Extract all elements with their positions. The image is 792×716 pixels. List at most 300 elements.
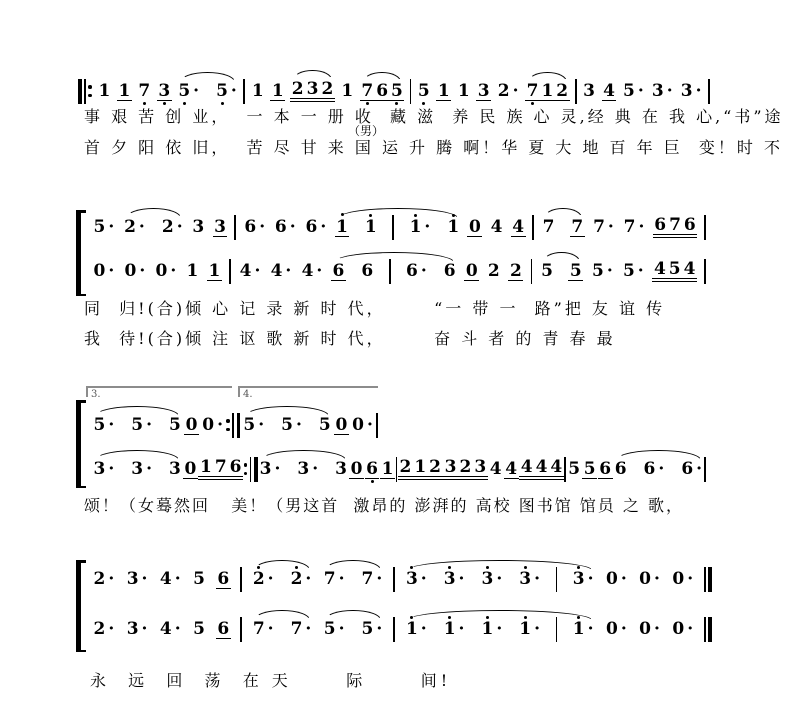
note-char bbox=[436, 76, 451, 107]
note-char bbox=[413, 452, 428, 486]
high-octave-dots bbox=[257, 564, 260, 570]
note-digit: 0 bbox=[124, 261, 137, 281]
barline bbox=[392, 215, 394, 240]
note-char bbox=[404, 564, 419, 594]
low-octave-dots bbox=[183, 100, 186, 106]
barline bbox=[556, 617, 558, 642]
bar-stroke bbox=[575, 79, 577, 104]
note-char bbox=[334, 454, 349, 484]
note bbox=[300, 256, 324, 286]
note bbox=[168, 410, 183, 440]
note bbox=[486, 256, 501, 286]
note bbox=[436, 76, 451, 107]
note bbox=[130, 454, 154, 484]
note-digit: 5 bbox=[243, 415, 256, 435]
octave-dot bbox=[371, 480, 374, 483]
note bbox=[289, 564, 313, 594]
aug-glyph: · bbox=[424, 217, 431, 237]
augmentation-dot bbox=[419, 614, 428, 644]
note-digit: 1 bbox=[443, 619, 456, 639]
note-digit: 5 bbox=[583, 458, 596, 479]
slur-arc bbox=[290, 74, 335, 108]
note bbox=[92, 410, 116, 440]
bar-stroke bbox=[254, 457, 258, 482]
note-digit: 3 bbox=[572, 569, 585, 589]
note-digit: 6 bbox=[244, 217, 257, 237]
augmentation-dot bbox=[365, 410, 374, 440]
note bbox=[92, 212, 116, 242]
octave-dot bbox=[524, 566, 527, 569]
aug-glyph: · bbox=[193, 81, 200, 101]
note bbox=[334, 454, 349, 484]
octave-dot bbox=[486, 566, 489, 569]
note bbox=[251, 614, 275, 644]
note-char bbox=[519, 452, 534, 486]
aug-glyph: · bbox=[696, 459, 703, 479]
note-char bbox=[638, 614, 653, 644]
note bbox=[92, 614, 116, 644]
note-char bbox=[157, 76, 172, 107]
note bbox=[117, 76, 132, 107]
note-digit: 5 bbox=[541, 261, 553, 281]
note bbox=[680, 454, 704, 484]
slur-arc bbox=[251, 614, 313, 644]
note-digit: 4 bbox=[505, 458, 518, 479]
note-char bbox=[496, 76, 511, 106]
octave-dot bbox=[257, 566, 260, 569]
note-digit: 0 bbox=[185, 414, 198, 435]
aug-glyph: · bbox=[217, 415, 223, 435]
augmentation-dot bbox=[586, 614, 595, 644]
lyric-line: 颂！（女蓦然回 美！（男这首 激昂的 澎湃的 高校 图书馆 馆员 之 歌， bbox=[84, 496, 684, 515]
note bbox=[192, 614, 207, 644]
note bbox=[192, 564, 207, 594]
aug-glyph: · bbox=[607, 217, 614, 237]
note-char bbox=[242, 410, 257, 440]
low-octave-dots bbox=[422, 100, 425, 106]
note-digit: 4 bbox=[159, 619, 172, 639]
aug-glyph: · bbox=[170, 261, 177, 281]
note-char bbox=[590, 256, 605, 286]
aug-glyph: · bbox=[254, 261, 261, 281]
repeat-dots bbox=[88, 85, 92, 97]
note-digit: 3 bbox=[583, 81, 595, 101]
barline bbox=[410, 79, 412, 104]
note-char bbox=[653, 210, 668, 244]
note bbox=[540, 256, 555, 286]
note-digit: 0 bbox=[639, 569, 652, 589]
note bbox=[511, 212, 526, 243]
octave-dot bbox=[452, 214, 455, 217]
aug-glyph: · bbox=[285, 261, 292, 281]
aug-glyph: · bbox=[620, 569, 627, 589]
note bbox=[518, 614, 542, 644]
note bbox=[97, 76, 112, 106]
octave-dot bbox=[395, 102, 398, 105]
note-digit: 5 bbox=[568, 459, 581, 479]
note-char bbox=[304, 212, 319, 242]
note-digit: 5 bbox=[281, 415, 293, 435]
high-octave-dots bbox=[341, 212, 344, 218]
system-bracket bbox=[76, 400, 85, 488]
note-digit: 4 bbox=[603, 80, 615, 101]
aug-glyph: · bbox=[458, 569, 465, 589]
augmentation-dot bbox=[511, 76, 520, 106]
note-char bbox=[480, 614, 495, 644]
note-char bbox=[177, 76, 192, 106]
note-char bbox=[525, 76, 540, 107]
note-char bbox=[375, 76, 390, 107]
note-char bbox=[238, 256, 253, 286]
aug-glyph: · bbox=[496, 619, 503, 639]
note-char bbox=[92, 256, 107, 286]
note-char bbox=[390, 76, 405, 107]
aug-glyph: · bbox=[108, 459, 115, 479]
bar-stroke bbox=[392, 215, 394, 240]
note-char bbox=[650, 76, 665, 106]
note bbox=[525, 76, 570, 107]
aug-glyph: · bbox=[312, 459, 319, 479]
augmentation-dot bbox=[107, 212, 116, 242]
octave-dot bbox=[448, 566, 451, 569]
slur-arc bbox=[92, 454, 182, 484]
augmentation-dot bbox=[657, 454, 666, 484]
note bbox=[251, 564, 275, 594]
slur-arc bbox=[251, 564, 313, 594]
bar-stroke bbox=[240, 617, 242, 642]
note-char bbox=[192, 564, 207, 594]
bar-stroke bbox=[708, 567, 712, 592]
note bbox=[568, 256, 583, 287]
bar-stroke bbox=[704, 567, 706, 592]
augmentation-dot bbox=[304, 614, 313, 644]
note-char bbox=[273, 212, 288, 242]
note-digit: 4 bbox=[512, 216, 525, 237]
note bbox=[184, 410, 199, 441]
octave-dot bbox=[183, 102, 186, 105]
aug-glyph: · bbox=[108, 217, 115, 237]
note-digit: 6 bbox=[217, 618, 230, 639]
augmentation-dot bbox=[457, 614, 466, 644]
note-char bbox=[416, 76, 431, 106]
note bbox=[602, 76, 617, 107]
octave-dot bbox=[244, 463, 248, 467]
note-digit: 5 bbox=[667, 260, 682, 282]
bar-stroke bbox=[237, 413, 241, 438]
note-char bbox=[642, 454, 657, 484]
low-octave-dots bbox=[371, 479, 374, 485]
note-char bbox=[604, 614, 619, 644]
note-digit: 5 bbox=[622, 261, 635, 281]
note-char bbox=[504, 454, 519, 485]
note bbox=[183, 454, 198, 485]
note-digit: 2 bbox=[497, 81, 510, 101]
note-char bbox=[158, 614, 173, 644]
augmentation-dot bbox=[140, 564, 149, 594]
high-octave-dots bbox=[577, 564, 580, 570]
note-char bbox=[582, 76, 597, 106]
note bbox=[408, 212, 432, 242]
note-digit: 5 bbox=[93, 217, 106, 237]
note bbox=[638, 564, 662, 594]
augmentation-dot bbox=[605, 256, 614, 286]
note bbox=[679, 76, 703, 106]
augmentation-dot bbox=[619, 564, 628, 594]
aug-glyph: · bbox=[534, 569, 540, 589]
augmentation-dot bbox=[636, 76, 645, 106]
note-digit: 6 bbox=[682, 216, 697, 238]
note-digit: 2 bbox=[93, 569, 106, 589]
note-digit: 2 bbox=[161, 217, 174, 237]
note-char bbox=[604, 564, 619, 594]
augmentation-dot bbox=[173, 614, 182, 644]
note-digit: 2 bbox=[556, 80, 569, 101]
note-digit: 0 bbox=[202, 415, 215, 435]
note bbox=[191, 212, 206, 242]
note-char bbox=[201, 410, 216, 440]
aug-glyph: · bbox=[606, 261, 613, 281]
note-digit: 5 bbox=[417, 81, 430, 101]
note-digit: 3 bbox=[192, 217, 205, 237]
note-digit: 6 bbox=[332, 260, 345, 281]
aug-glyph: · bbox=[108, 261, 115, 281]
high-octave-dots bbox=[414, 212, 417, 218]
barline bbox=[393, 567, 395, 592]
octave-dot bbox=[410, 566, 413, 569]
augmentation-dot bbox=[457, 564, 466, 594]
augmentation-dot bbox=[304, 564, 313, 594]
note-char bbox=[592, 212, 607, 242]
note bbox=[404, 564, 428, 594]
note-char bbox=[667, 254, 682, 288]
aug-glyph: · bbox=[274, 459, 281, 479]
bar-stroke bbox=[84, 79, 86, 104]
aug-glyph: · bbox=[267, 569, 274, 589]
high-octave-dots bbox=[448, 564, 451, 570]
note-digit: 4 bbox=[239, 261, 252, 281]
note-char bbox=[621, 256, 636, 286]
note-char bbox=[258, 454, 273, 484]
note bbox=[216, 614, 231, 645]
note bbox=[642, 454, 666, 484]
note-digit: 7 bbox=[668, 216, 683, 238]
note-digit: 0 bbox=[605, 569, 618, 589]
note-char bbox=[251, 614, 266, 644]
note bbox=[504, 454, 519, 485]
note-char bbox=[486, 256, 501, 286]
note-digit: 6 bbox=[217, 568, 230, 589]
note bbox=[571, 564, 595, 594]
note-digit: 2 bbox=[252, 569, 265, 589]
note-char bbox=[652, 254, 667, 288]
note-digit: 3 bbox=[651, 81, 664, 101]
note bbox=[207, 256, 222, 287]
augmentation-dot bbox=[169, 256, 178, 286]
note bbox=[604, 564, 628, 594]
augmentation-dot bbox=[140, 614, 149, 644]
note-digit: 1 bbox=[437, 80, 450, 101]
note bbox=[158, 614, 182, 644]
note bbox=[582, 454, 597, 485]
note-char bbox=[137, 76, 152, 106]
note-digit: 4 bbox=[534, 458, 549, 480]
aug-glyph: · bbox=[338, 569, 345, 589]
note-char bbox=[183, 454, 198, 485]
note bbox=[168, 454, 183, 484]
note-char bbox=[320, 74, 335, 108]
note-digit: 5 bbox=[93, 415, 106, 435]
slur-arc bbox=[322, 614, 384, 644]
note-digit: 6 bbox=[599, 458, 612, 479]
octave-dot bbox=[577, 616, 580, 619]
note-digit: 7 bbox=[252, 619, 265, 639]
note-char bbox=[305, 74, 320, 108]
bar-stroke bbox=[229, 259, 231, 284]
note-digit: 5 bbox=[131, 415, 144, 435]
note-char bbox=[168, 454, 183, 484]
note-digit: 3 bbox=[481, 569, 494, 589]
note bbox=[671, 614, 695, 644]
note-digit: 2 bbox=[320, 80, 335, 102]
note-digit: 3 bbox=[443, 569, 456, 589]
note-digit: 2 bbox=[487, 261, 500, 281]
high-octave-dots bbox=[577, 614, 580, 620]
lyric-line: 事 艰 苦 创 业， 一 本 一 册 收 藏 滋 养 民 族 心 灵,经 典 在 我 心,“书”途 bbox=[84, 107, 784, 126]
note-digit: 7 bbox=[623, 217, 636, 237]
note-digit: 5 bbox=[391, 80, 403, 101]
note-digit: 1 bbox=[364, 217, 377, 237]
augmentation-dot bbox=[637, 212, 646, 242]
note-char bbox=[622, 212, 637, 242]
note-char bbox=[360, 76, 375, 107]
note-digit: 7 bbox=[323, 569, 336, 589]
slur-arc bbox=[541, 212, 585, 243]
note-char bbox=[518, 564, 533, 594]
octave-dot bbox=[486, 616, 489, 619]
note-char bbox=[340, 76, 355, 106]
note bbox=[416, 76, 431, 106]
aug-glyph: · bbox=[316, 261, 323, 281]
note-char bbox=[349, 454, 364, 485]
stave-voice-1 bbox=[92, 564, 712, 594]
note bbox=[137, 76, 152, 106]
bar-stroke bbox=[243, 79, 245, 104]
note-digit: 0 bbox=[465, 260, 478, 281]
note-digit: 3 bbox=[405, 569, 418, 589]
bar-stroke bbox=[240, 567, 242, 592]
note bbox=[638, 614, 662, 644]
note-char bbox=[290, 74, 305, 108]
octave-dot bbox=[226, 428, 230, 432]
note-char bbox=[125, 614, 140, 644]
final-barline bbox=[704, 567, 712, 592]
bar-stroke bbox=[704, 617, 706, 642]
octave-dot bbox=[341, 213, 344, 216]
note-digit: 5 bbox=[178, 81, 191, 101]
note bbox=[360, 256, 375, 286]
slur-arc bbox=[525, 76, 570, 107]
augmentation-dot bbox=[107, 410, 116, 440]
note bbox=[349, 454, 364, 485]
note-digit: 5 bbox=[216, 81, 228, 101]
bar-stroke bbox=[393, 567, 395, 592]
slur-arc bbox=[92, 410, 182, 440]
note bbox=[322, 564, 346, 594]
octave-dot bbox=[88, 85, 92, 89]
note-digit: 5 bbox=[323, 619, 336, 639]
note bbox=[496, 76, 520, 106]
note-char bbox=[168, 410, 183, 440]
note-digit: 1 bbox=[198, 458, 213, 480]
high-octave-dots bbox=[486, 564, 489, 570]
aug-glyph: · bbox=[420, 569, 427, 589]
aug-glyph: · bbox=[420, 619, 427, 639]
barline bbox=[531, 259, 533, 284]
note bbox=[519, 452, 564, 486]
note bbox=[518, 564, 542, 594]
note-char bbox=[331, 256, 346, 287]
note bbox=[289, 614, 313, 644]
note-char bbox=[446, 212, 461, 242]
note-char bbox=[442, 564, 457, 594]
stave-voice-1 bbox=[92, 410, 378, 440]
augmentation-dot bbox=[192, 76, 201, 106]
repeat-end-barline bbox=[226, 413, 240, 438]
note-char bbox=[570, 212, 585, 243]
augmentation-dot bbox=[337, 564, 346, 594]
note-digit: 7 bbox=[526, 80, 539, 101]
note-char bbox=[442, 256, 457, 286]
note bbox=[157, 76, 172, 107]
octave-dot bbox=[143, 102, 146, 105]
note-digit: 0 bbox=[335, 414, 348, 435]
volta-bracket bbox=[86, 386, 232, 400]
volta-label: 3. bbox=[91, 389, 101, 400]
note-char bbox=[92, 454, 107, 484]
stave-voice-2 bbox=[92, 256, 706, 286]
note bbox=[590, 256, 614, 286]
note-digit: 7 bbox=[138, 81, 151, 101]
note bbox=[123, 212, 147, 242]
octave-dot bbox=[448, 616, 451, 619]
note bbox=[365, 454, 380, 485]
note-digit: 4 bbox=[519, 458, 534, 480]
augmentation-dot bbox=[423, 212, 432, 242]
note-digit: 4 bbox=[159, 569, 172, 589]
note bbox=[335, 212, 350, 243]
note-digit: 6 bbox=[614, 459, 627, 479]
note-digit: 4 bbox=[549, 458, 564, 480]
aug-glyph: · bbox=[108, 619, 115, 639]
augmentation-dot bbox=[419, 564, 428, 594]
augmentation-dot bbox=[606, 212, 615, 242]
note-digit: 6 bbox=[305, 217, 318, 237]
barline bbox=[556, 567, 558, 592]
note-digit: 1 bbox=[413, 458, 428, 480]
note bbox=[446, 212, 461, 242]
octave-dot bbox=[366, 102, 369, 105]
note-digit: 0 bbox=[639, 619, 652, 639]
low-octave-dots bbox=[163, 101, 166, 107]
augmentation-dot bbox=[694, 76, 703, 106]
note-digit: 1 bbox=[118, 80, 131, 101]
bar-stroke bbox=[704, 259, 706, 284]
note bbox=[489, 212, 504, 242]
aug-glyph: · bbox=[138, 217, 145, 237]
aug-glyph: · bbox=[174, 569, 181, 589]
octave-dot bbox=[244, 472, 248, 476]
note bbox=[571, 614, 595, 644]
